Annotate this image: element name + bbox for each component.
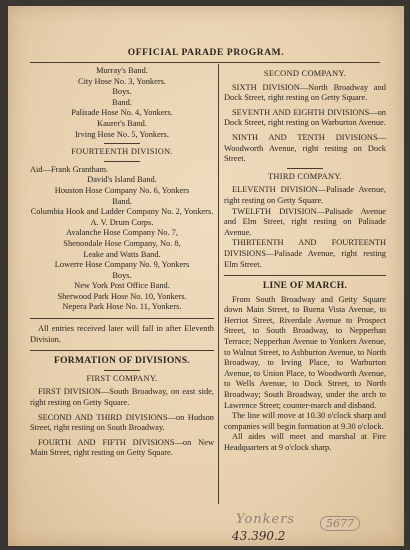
third-company-heading: THIRD COMPANY. — [267, 171, 342, 181]
entry: Nepera Park Hose No. 11, Yonkers. — [62, 302, 182, 312]
formation-heading: FORMATION OF DIVISIONS. — [54, 356, 190, 367]
entry: City Hose No. 3, Yonkers. — [78, 76, 166, 86]
column-divider — [218, 64, 219, 504]
short-rule — [104, 143, 140, 144]
circled-number: 5677 — [320, 516, 360, 531]
formation-item: TWELFTH DIVISION—Palisade Avenue and Elm Street, right resting on Palisade Avenue. — [224, 206, 386, 237]
fourteenth-division-heading: FOURTEENTH DIVISION. — [71, 147, 173, 157]
aid-line: Aid—Frank Grantham. — [30, 164, 109, 174]
section-rule — [30, 318, 214, 319]
page-header: OFFICIAL PARADE PROGRAM. — [127, 48, 285, 58]
entry: Lowerre Hose Company No. 9, Yonkers — [54, 260, 190, 270]
formation-item: SECOND AND THIRD DIVISIONS—on Hudson Street, right resting on South Broadway. — [30, 412, 214, 433]
entry: Avalanche Hose Company No. 7, — [66, 228, 178, 238]
entry: Boys. — [112, 270, 132, 280]
section-rule — [224, 275, 386, 276]
march-time: The line will move at 10.30 o'clock sharp and companies will begin formation at 9.30 o'clock. — [224, 411, 386, 431]
first-company-heading: FIRST COMPANY. — [86, 373, 158, 383]
short-rule — [104, 370, 140, 371]
handwritten-word: Yonkers — [236, 512, 296, 527]
left-column — [30, 66, 214, 459]
line-of-march-heading: LINE OF MARCH. — [262, 281, 348, 292]
second-company-heading: SECOND COMPANY. — [263, 69, 347, 78]
entry: Boys. — [112, 87, 132, 97]
short-rule — [287, 168, 323, 169]
late-entries-note: All entries received later will fall in after Eleventh Division. — [30, 324, 214, 344]
section-rule — [30, 350, 214, 351]
entry: New York Post Office Band. — [74, 281, 170, 291]
entry: Murray's Band. — [96, 66, 148, 75]
header-rule — [30, 62, 380, 63]
entry: Houston Hose Company No. 6, Yonkers — [54, 185, 190, 195]
formation-item: THIRTEENTH AND FOURTEENTH DIVISIONS—Palisade Avenue, right resting Elm Street. — [224, 238, 386, 269]
march-aides: All aides will meet and marshal at Fire Headquarters at 9 o'clock sharp. — [224, 432, 386, 452]
formation-item: ELEVENTH DIVISION—Palisade Avenue, right resting on Getty Square. — [224, 185, 386, 205]
entry: Leake and Watts Band. — [83, 249, 161, 259]
short-rule — [104, 161, 140, 162]
formation-item: SEVENTH AND EIGHTH DIVISIONS—on Dock Street, right resting on Warburton Avenue. — [224, 107, 386, 128]
entry: Band. — [112, 97, 132, 107]
formation-item: SIXTH DIVISION—North Broadway and Dock Street, right resting on Getty Square. — [224, 82, 386, 103]
entry: Palisade Hose No. 4, Yonkers. — [71, 108, 173, 118]
formation-item: FOURTH AND FIFTH DIVISIONS—on New Main Street, right resting on Getty Square. — [30, 437, 214, 458]
handwritten-number: 43.390.2 — [232, 529, 286, 543]
entry: Shenondale Hose Company, No. 8, — [63, 238, 181, 248]
entry: Kaurer's Band. — [97, 118, 147, 128]
formation-item: NINTH AND TENTH DIVISIONS—Woodworth Avenue, right resting on Dock Street. — [224, 132, 386, 164]
right-column — [224, 66, 386, 454]
formation-item: FIRST DIVISION—South Broadway, on east side, right resting on Getty Square. — [30, 387, 214, 408]
entry: Band. — [112, 196, 132, 206]
march-route: From South Broadway and Getty Square down Main Street, to Buena Vista Avenue, to Herriot Street, Riverdale Avenue to Prospect Street, to South Broadway, to Nepperhan Terrace; Nepperhan Avenue to Yonkers Avenue, to Walnut Street, to Ashburton Avenue, to North Broadway, to Irving Place, to Warburton Avenue, to Union Place, to Woodworth Avenue, to Wells Avenue, to Dock Street, to North Broadway; South Broadway, under the arch to Lawrence Street; counter-march and disband. — [224, 294, 386, 410]
entry: A. V. Drum Corps. — [90, 217, 154, 227]
entry: Columbia Hook and Ladder Company No. 2, Yonkers. — [30, 207, 214, 217]
entry: David's Island Band. — [87, 175, 157, 185]
program-page — [8, 6, 404, 546]
entry: Sherwood Park Hose No. 10, Yonkers. — [57, 291, 187, 301]
entry: Irving Hose No. 5, Yonkers. — [75, 129, 169, 139]
